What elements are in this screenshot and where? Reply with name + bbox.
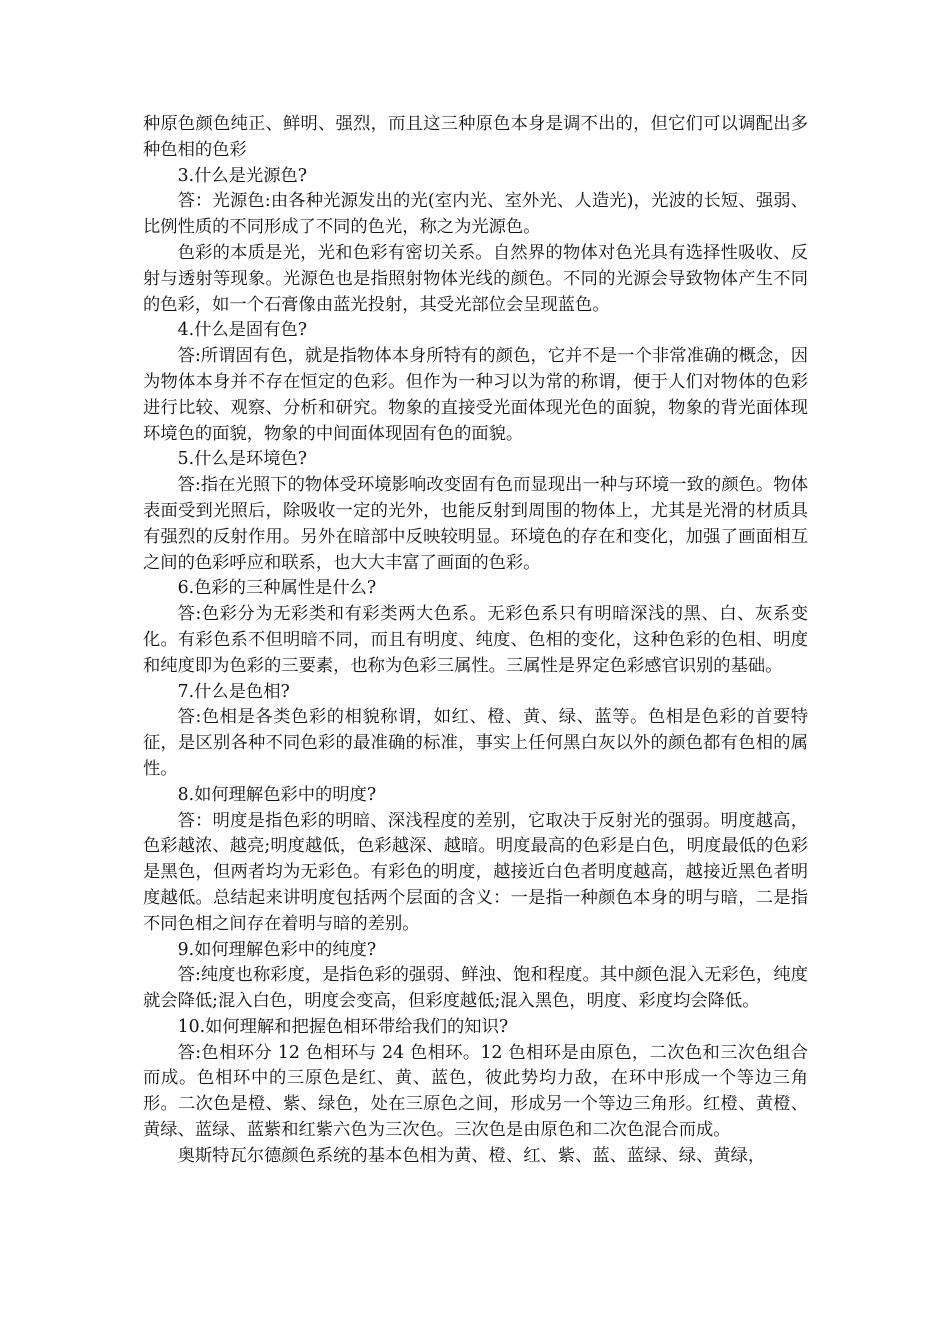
paragraph: 奥斯特瓦尔德颜色系统的基本色相为黄、橙、红、紫、蓝、蓝绿、绿、黄绿， xyxy=(177,1145,766,1166)
answer-paragraph: 答：明度是指色彩的明暗、深浅程度的差别，它取决于反射光的强弱。明度越高，色彩越浓、越亮;明度越低，色彩越深、越暗。明度最高的色彩是白色，明度最低的色彩是黑色，但两者均为无彩色。有彩色的明度，越接近白色者明度越高，越接近黑色者明度越低。总结起来讲明度包括两个层面的含义：一是指一种颜色本身的明与暗，二是指不同色相之间存在着明与暗的差别。 xyxy=(143,810,808,934)
question-heading: 5.什么是环境色? xyxy=(177,449,308,470)
question-heading: 10.如何理解和把握色相环带给我们的知识? xyxy=(177,1016,509,1037)
question-heading: 8.如何理解色彩中的明度? xyxy=(177,784,377,805)
document-body xyxy=(143,112,808,1170)
paragraph: 种原色颜色纯正、鲜明、强烈，而且这三种原色本身是调不出的，但它们可以调配出多种色相的色彩 xyxy=(143,114,808,160)
answer-paragraph: 答:色相是各类色彩的相貌称谓，如红、橙、黄、绿、蓝等。色相是色彩的首要特征，是区别各种不同色彩的最准确的标准，事实上任何黑白灰以外的颜色都有色相的属性。 xyxy=(143,707,808,779)
question-heading: 6.色彩的三种属性是什么? xyxy=(177,578,377,599)
question-heading: 7.什么是色相? xyxy=(177,681,290,702)
answer-paragraph: 答:色彩分为无彩类和有彩类两大色系。无彩色系只有明暗深浅的黑、白、灰系变化。有彩色系不但明暗不同，而且有明度、纯度、色相的变化，这种色彩的色相、明度和纯度即为色彩的三要素，也称为色彩三属性。三属性是界定色彩感官识别的基础。 xyxy=(143,604,808,676)
paragraph: 色彩的本质是光，光和色彩有密切关系。自然界的物体对色光具有选择性吸收、反射与透射等现象。光源色也是指照射物体光线的颜色。不同的光源会导致物体产生不同的色彩，如一个石膏像由蓝光投射，其受光部位会呈现蓝色。 xyxy=(143,242,808,315)
answer-paragraph: 答:色相环分 12 色相环与 24 色相环。12 色相环是由原色，二次色和三次色组合而成。色相环中的三原色是红、黄、蓝色，彼此势均力敌，在环中形成一个等边三角形。二次色是橙、紫、绿色，处在三原色之间，形成另一个等边三角形。红橙、黄橙、黄绿、蓝绿、蓝紫和红紫六色为三次色。三次色是由原色和二次色混合而成。 xyxy=(143,1042,808,1141)
answer-paragraph: 答:所谓固有色，就是指物体本身所特有的颜色，它并不是一个非常准确的概念，因为物体本身并不存在恒定的色彩。但作为一种习以为常的称谓，便于人们对物体的色彩进行比较、观察、分析和研究。物象的直接受光面体现光色的面貌，物象的背光面体现环境色的面貌，物象的中间面体现固有色的面貌。 xyxy=(143,346,808,444)
question-heading: 4.什么是固有色? xyxy=(177,320,308,341)
question-heading: 3.什么是光源色? xyxy=(177,165,308,186)
answer-paragraph: 答：光源色:由各种光源发出的光(室内光、室外光、人造光)，光波的长短、强弱、比例性质的不同形成了不同的色光，称之为光源色。 xyxy=(143,191,808,238)
question-heading: 9.如何理解色彩中的纯度? xyxy=(177,939,377,960)
answer-paragraph: 答:纯度也称彩度，是指色彩的强弱、鲜浊、饱和程度。其中颜色混入无彩色，纯度就会降低;混入白色，明度会变高，但彩度越低;混入黑色，明度、彩度均会降低。 xyxy=(143,965,808,1012)
answer-paragraph: 答:指在光照下的物体受环境影响改变固有色而显现出一种与环境一致的颜色。物体表面受到光照后，除吸收一定的光外，也能反射到周围的物体上，尤其是光滑的材质具有强烈的反射作用。另外在暗部中反映较明显。环境色的存在和变化，加强了画面相互之间的色彩呼应和联系，也大大丰富了画面的色彩。 xyxy=(143,475,808,573)
